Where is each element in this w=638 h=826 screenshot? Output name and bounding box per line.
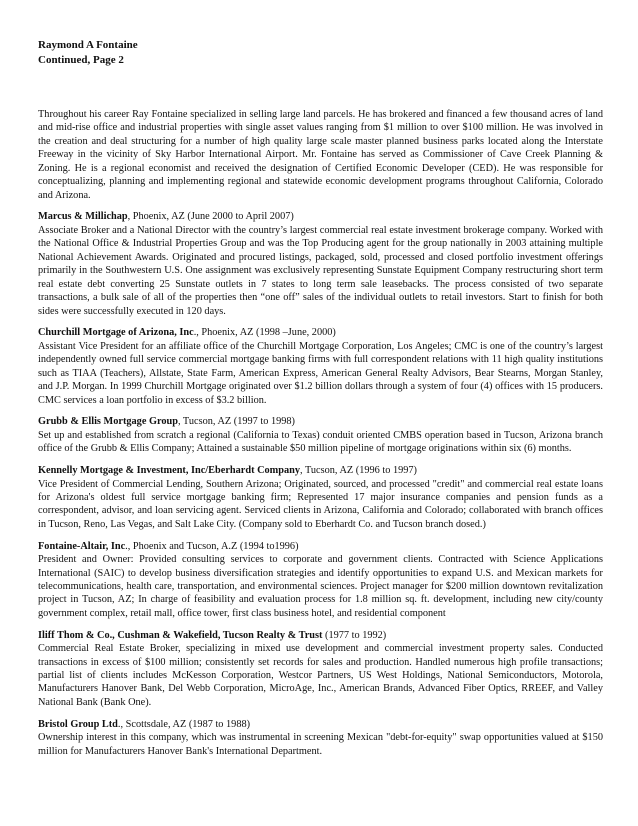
company-name: Iliff Thom & Co., Cushman & Wakefield, Tucson Realty & Trust	[38, 629, 323, 641]
entry-description: Ownership interest in this company, which was instrumental in screening Mexican "debt-for-equity" swap opportunities valued at $150 million for Manufacturers Hanover Bank's International Department.	[38, 732, 603, 757]
entry-description: Assistant Vice President for an affiliate office of the Churchill Mortgage Corporation, Los Angeles; CMC is one of the country’s largest independently owned full service commercial mortgage banking firms with full correspondent relations with 11 high quality institutions such as TIAA (Teachers), Allstate, State Farm, American Express, American General Realty Advisors, Bear Stearns, Morgan Stanley, and J.P. Morgan. In 1999 Churchill Mortgage originated over $1.2 billion dollars through a system of four (4) offices with 15 producers. CMC services a loan portfolio in excess of $3.2 billion.	[38, 340, 603, 406]
company-details: ., Phoenix and Tucson, A.Z (1994 to1996)	[125, 540, 299, 552]
company-name: Churchill Mortgage of Arizona, Inc	[38, 327, 194, 339]
company-details: ., Scottsdale, AZ (1987 to 1988)	[117, 718, 251, 730]
entry-description: Set up and established from scratch a regional (California to Texas) conduit oriented CMBS operation based in Tucson, Arizona branch office of the Grubb & Ellis Company; Attained a sustainable $50 million pipeline of mortgage originations within six (6) months.	[38, 429, 603, 455]
experience-entry	[38, 415, 603, 455]
company-details: ., Phoenix, AZ (1998 –June, 2000)	[193, 327, 336, 339]
experience-entry	[38, 210, 603, 318]
company-details: , Phoenix, AZ (June 2000 to April 2007)	[127, 211, 294, 223]
candidate-name: Raymond A Fontaine	[38, 39, 138, 51]
company-details: , Tucson, AZ (1996 to 1997)	[299, 465, 417, 477]
experience-entry	[38, 540, 603, 621]
experience-entry	[38, 326, 603, 407]
experience-entry	[38, 464, 603, 531]
company-name: Kennelly Mortgage & Investment, Inc/Eberhardt Company	[38, 465, 300, 477]
entry-description: Commercial Real Estate Broker, specializing in mixed use development and commercial investment property sales. Conducted transactions in excess of $100 million; consistently set records for sales and production. Handled numerous high profile transactions; partial list of clients includes McKesson Corporation, Westcor Partners, US West Holdings, National Semiconductors, Motorola, Manufacturers Hanover Bank, Del Webb Corporation, MicroAge, Inc., American Brands, Advanced Fiber Optics, RREEF, and Valley National Bank (Bank One).	[38, 643, 603, 708]
career-summary: Throughout his career Ray Fontaine specialized in selling large land parcels. He has brokered and financed a few thousand acres of land and mid-rise office and industrial properties with single asset values ranging from $1 million to over $100 million. He was involved in the creation and deal structuring for a number of high quality large scale master planned business parks located along the Interstate Freeway in the vicinity of Sky Harbor International Airport. Mr. Fontaine has served as Commissioner of Cave Creek Planning & Zoning. He is a regional economist and received the designation of Certified Economic Developer (CED). He was responsible for conceptualizing, planning and implementing regional and statewide economic development programs throughout California, Colorado and Arizona.	[38, 109, 603, 201]
company-details: , Tucson, AZ (1997 to 1998)	[177, 416, 295, 428]
resume-content	[38, 108, 603, 758]
experience-entry	[38, 629, 603, 710]
company-details: (1977 to 1992)	[322, 629, 387, 641]
continued-label: Continued, Page 2	[38, 54, 124, 66]
entry-description: Associate Broker and a National Director with the country’s largest commercial real estate investment brokerage company. Worked with the National Office & Industrial Properties Group and was the Top Producing agent for the group nationally in 2003 attaining multiple National Achievement Awards. Originated and procured listings, packaged, sold, processed and closed portfolio investment offerings primarily in the Southwestern U.S. One assignment was exclusively representing Sunstate Equipment Company restructuring short term real estate debt converting 25 Sunstate outlets in 7 states to long term sale leasebacks. The process consisted of two separate transactions, a bulk sale of all of the properties then “one off” sales of the individual outlets to retail investors. Start to finish for both sides were successfully executed in 120 days.	[38, 224, 603, 317]
experience-entry	[38, 718, 603, 758]
entry-description: Vice President of Commercial Lending, Southern Arizona; Originated, sourced, and processed "credit" and commercial real estate loans for Arizona's oldest full service mortgage banking firm; Represented 17 major insurance companies and pension funds as a correspondent, advisor, and loan servicing agent. Serviced clients in Arizona, California and Colorado; collaborated with branch offices in Tucson, Reno, Las Vegas, and Salt Lake City. (Company sold to Eberhardt Co. and Tucson branch dosed.)	[38, 478, 603, 530]
company-name: Marcus & Millichap	[38, 211, 128, 223]
page-header	[38, 38, 138, 68]
company-name: Fontaine-Altair, Inc	[38, 540, 126, 552]
company-name: Bristol Group Ltd	[38, 718, 118, 730]
entry-description: President and Owner: Provided consulting services to corporate and government clients. Contracted with Science Applications International (SAIC) to develop business diversification strategies and identify opportunities to expand U.S. and Mexican markets for telecommunications, health care, transportation, and environmental sciences. Project manager for $200 million downtown revitalization project in Tucson, AZ; In charge of feasibility and evaluation process for 1.8 million sq. ft. development, including new city/county government complex, retail mall, office tower, first class business hotel, and residential component	[38, 554, 603, 619]
company-name: Grubb & Ellis Mortgage Group	[38, 416, 178, 428]
